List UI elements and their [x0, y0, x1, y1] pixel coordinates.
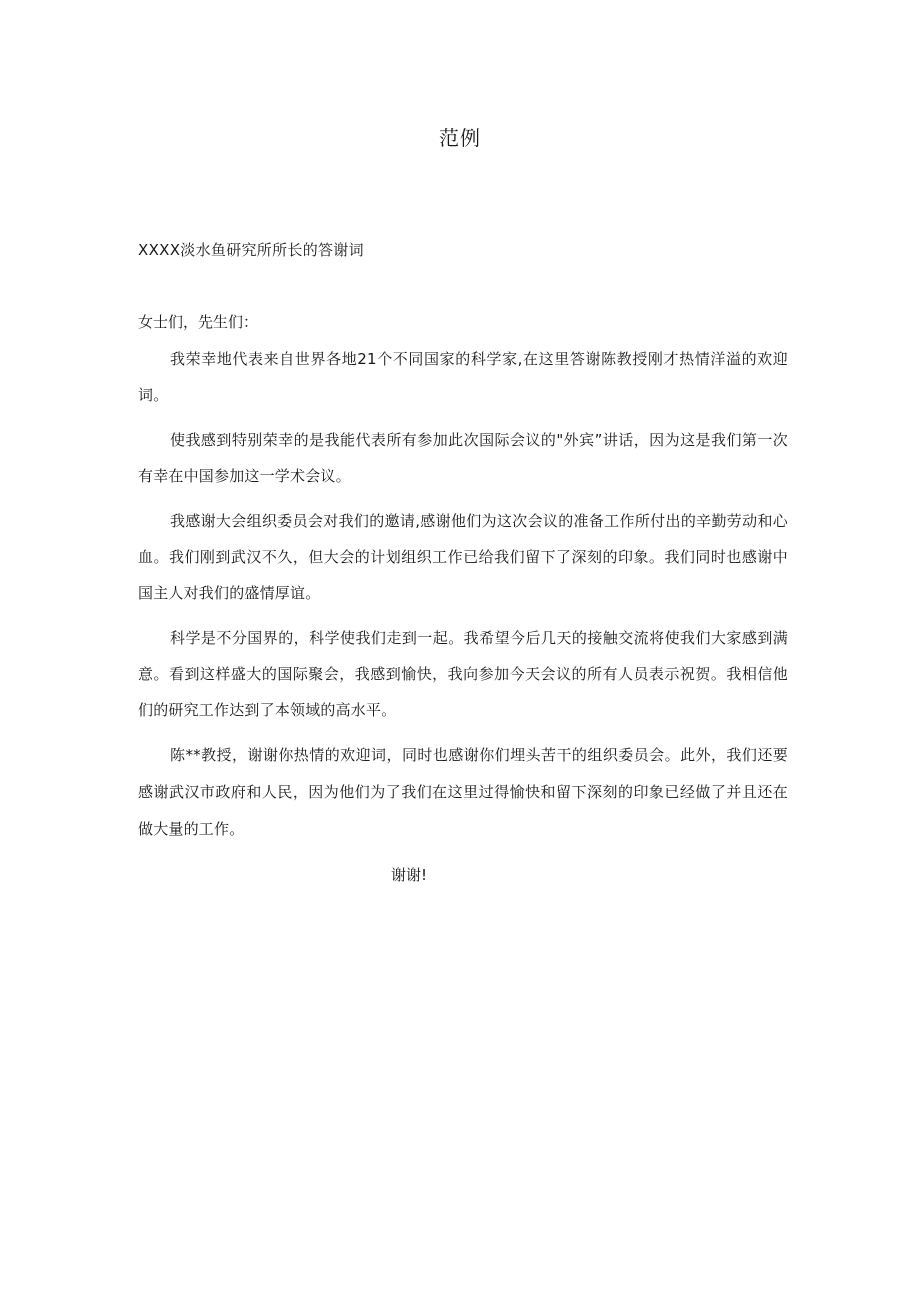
paragraph-5: 陈**教授，谢谢你热情的欢迎词，同时也感谢你们埋头苦干的组织委员会。此外，我们还要感谢武汉市政府和人民，因为他们为了我们在这里过得愉快和留下深刻的印象已经做了并且还在做大量的工作。	[138, 746, 788, 838]
letter-body	[138, 341, 788, 857]
paragraph-3: 我感谢大会组织委员会对我们的邀请,感谢他们为这次会议的准备工作所付出的辛勤劳动和心血。我们刚到武汉不久，但大会的计划组织工作已给我们留下了深刻的印象。我们同时也感谢中国主人对我们的盛情厚谊。	[138, 512, 788, 602]
salutation: 女士们，先生们：	[138, 313, 259, 331]
document-title: 范例	[439, 126, 481, 150]
document-subtitle: XXXX淡水鱼研究所所长的答谢词	[138, 241, 364, 259]
paragraph-4: 科学是不分国界的，科学使我们走到一起。我希望今后几天的接触交流将使我们大家感到满意。看到这样盛大的国际聚会，我感到愉快，我向参加今天会议的所有人员表示祝贺。我相信他们的研究工作达到了本领域的高水平。	[138, 629, 788, 719]
closing-thanks: 谢谢!	[391, 866, 428, 884]
paragraph-2: 使我感到特别荣幸的是我能代表所有参加此次国际会议的"外宾”讲话，因为这是我们第一次有幸在中国参加这一学术会议。	[138, 431, 788, 485]
paragraph-1: 我荣幸地代表来自世界各地21个不同国家的科学家,在这里答谢陈教授刚才热情洋溢的欢迎词。	[138, 350, 788, 404]
